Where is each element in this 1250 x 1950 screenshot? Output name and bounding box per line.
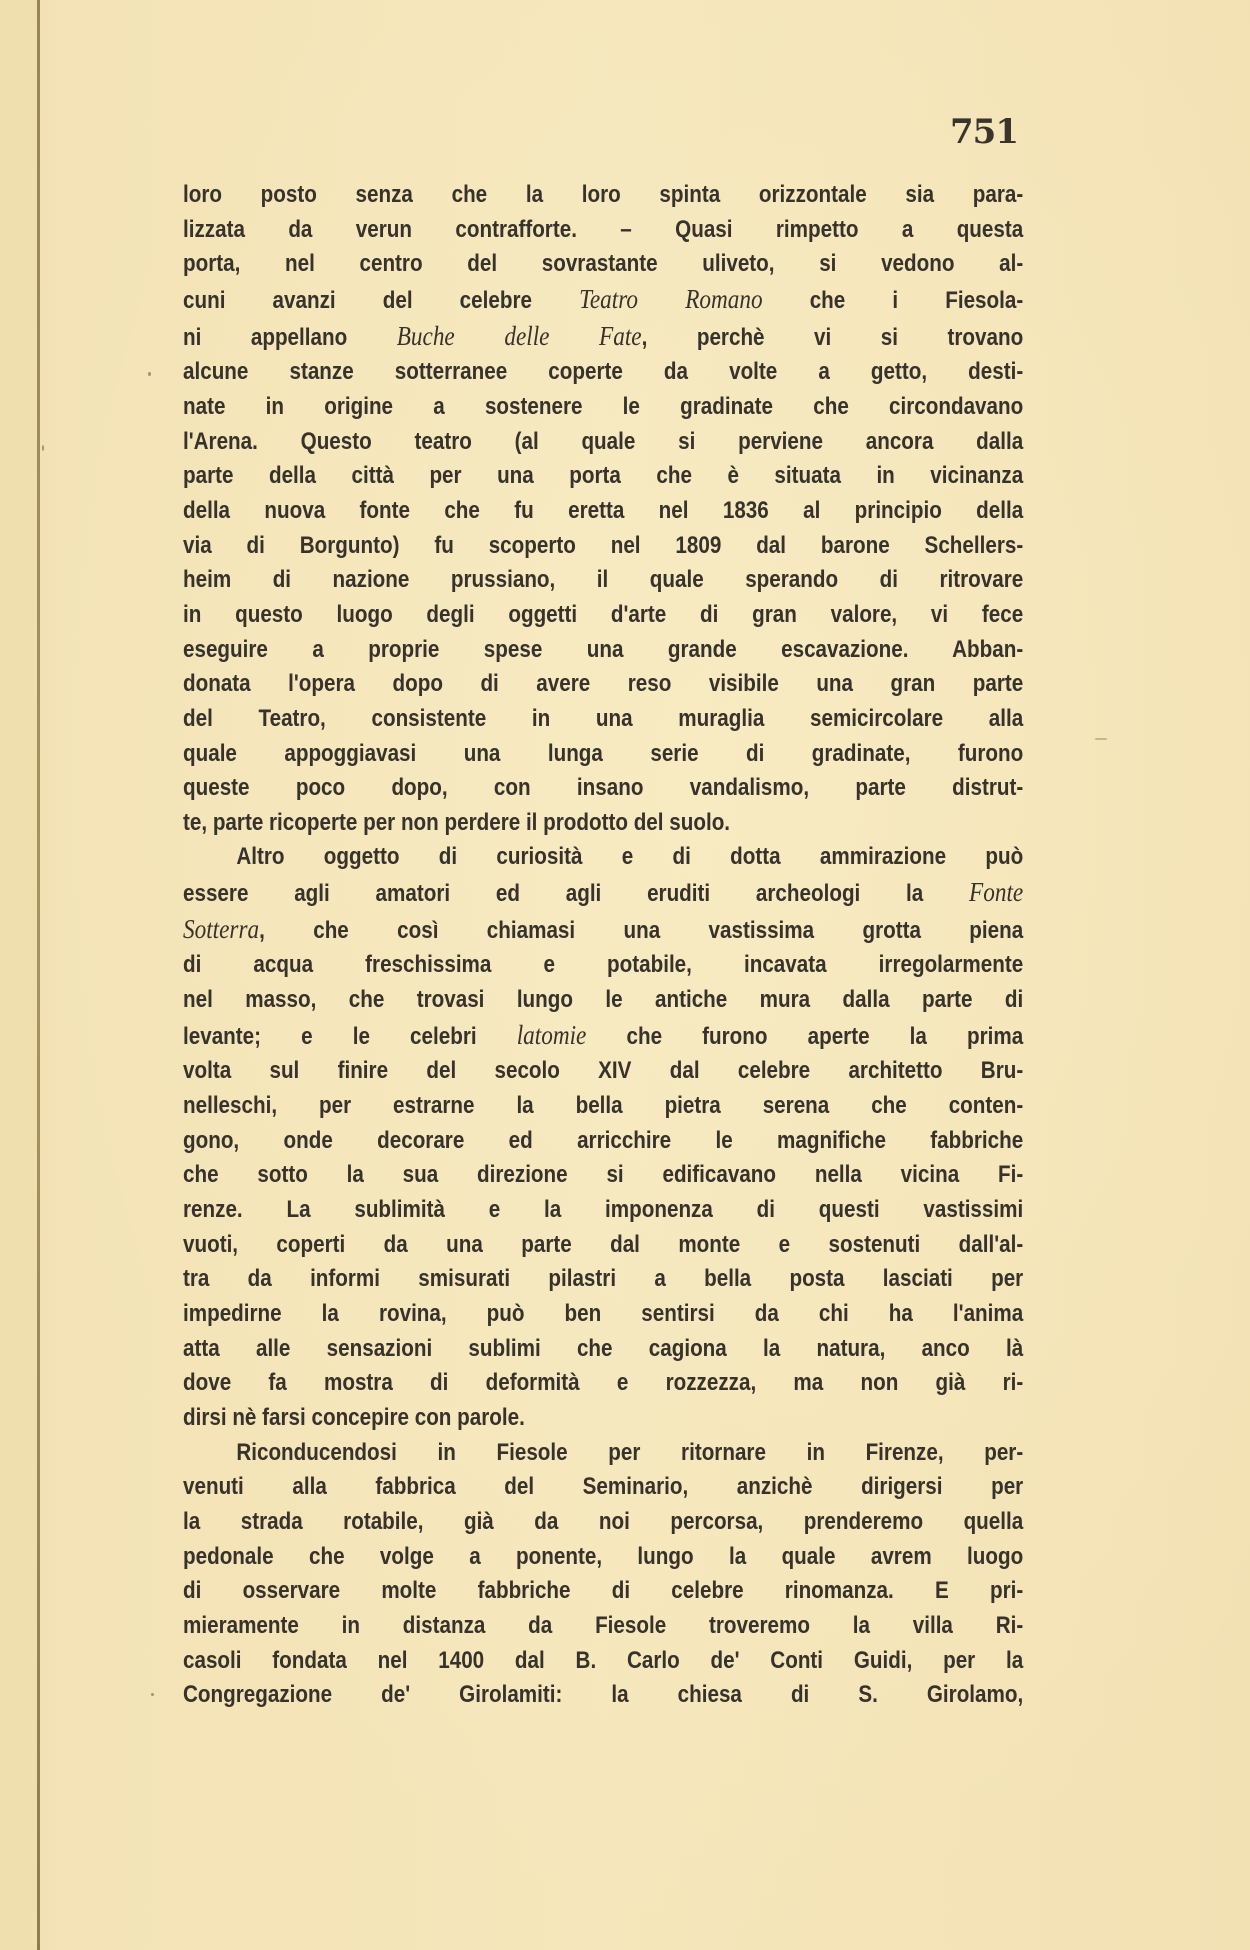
- text-line: della nuova fonte che fu eretta nel 1836 al principio della: [183, 496, 1024, 524]
- text-line: casoli fondata nel 1400 dal B. Carlo de' Conti Guidi, per la: [183, 1646, 1024, 1674]
- text-run: cuni avanzi del celebre: [183, 286, 580, 314]
- text-line: queste poco dopo, con insano vandalismo, parte distrut-: [183, 774, 1024, 802]
- text-run: , che così chiamasi una vastissima grotta piena: [259, 916, 1024, 944]
- binding-margin: [0, 0, 37, 1950]
- binding-crease: [37, 0, 40, 1950]
- text-line: di osservare molte fabbriche di celebre rinomanza. E pri-: [183, 1577, 1024, 1605]
- text-line: la strada rotabile, già da noi percorsa, prenderemo quella: [183, 1507, 1024, 1535]
- text-line: lizzata da verun contrafforte. – Quasi rimpetto a questa: [183, 215, 1024, 243]
- text-run: che furono aperte la prima: [586, 1022, 1024, 1050]
- text-line: in questo luogo degli oggetti d'arte di gran valore, vi fece: [183, 600, 1024, 628]
- text-line: heim di nazione prussiano, il quale sperando di ritrovare: [183, 566, 1024, 594]
- italic-term: latomie: [516, 1019, 587, 1050]
- text-line: renze. La sublimità e la imponenza di questi vastissimi: [183, 1196, 1024, 1224]
- italic-term: Sotterra: [183, 913, 260, 944]
- text-line: loro posto senza che la loro spinta orizzontale sia para-: [183, 181, 1024, 208]
- text-line: Congregazione de' Girolamiti: la chiesa di S. Girolamo,: [183, 1681, 1024, 1709]
- text-line: volta sul finire del secolo XIV dal celebre architetto Bru-: [183, 1057, 1024, 1085]
- text-line: nate in origine a sostenere le gradinate che circondavano: [183, 392, 1024, 420]
- text-run: che i Fiesola-: [762, 286, 1024, 314]
- text-line: di acqua freschissima e potabile, incavata irregolarmente: [183, 951, 1024, 979]
- italic-term: Fonte: [969, 877, 1024, 908]
- text-line: Altro oggetto di curiosità e di dotta ammirazione può: [236, 843, 1024, 871]
- paper-mark: [1095, 738, 1107, 740]
- paper-speck: [42, 445, 44, 451]
- text-line: del Teatro, consistente in una muraglia semicircolare alla: [183, 704, 1024, 732]
- text-line: nel masso, che trovasi lungo le antiche mura dalla parte di: [183, 986, 1024, 1014]
- text-line: porta, nel centro del sovrastante uliveto, si vedono al-: [183, 250, 1024, 278]
- text-line: quale appoggiavasi una lunga serie di gradinate, furono: [183, 739, 1024, 767]
- text-line: via di Borgunto) fu scoperto nel 1809 dal barone Schellers-: [183, 531, 1024, 559]
- text-run: ni appellano: [183, 323, 397, 351]
- text-run: , perchè vi si trovano: [641, 323, 1024, 351]
- italic-term: Buche delle Fate: [396, 320, 642, 351]
- text-line: alcune stanze sotterranee coperte da volte a getto, desti-: [183, 358, 1024, 386]
- text-line: [183, 319, 1023, 356]
- text-run: essere agli amatori ed agli eruditi archeologi la: [183, 880, 970, 908]
- text-line: l'Arena. Questo teatro (al quale si perviene ancora dalla: [183, 427, 1024, 455]
- text-line: nelleschi, per estrarne la bella pietra serena che conten-: [183, 1092, 1024, 1120]
- text-line: atta alle sensazioni sublimi che cagiona la natura, anco là: [183, 1334, 1024, 1362]
- text-line: te, parte ricoperte per non perdere il prodotto del suolo.: [183, 808, 731, 836]
- text-line: pedonale che volge a ponente, lungo la quale avrem luogo: [183, 1542, 1024, 1570]
- text-line: dirsi nè farsi concepire con parole.: [183, 1403, 525, 1431]
- paper-speck: [148, 372, 151, 376]
- text-line: [183, 875, 1023, 912]
- text-run: levante; e le celebri: [183, 1022, 517, 1050]
- page-number: 751: [950, 112, 1018, 152]
- text-line: dove fa mostra di deformità e rozzezza, ma non già ri-: [183, 1369, 1024, 1397]
- paper-speck: [151, 1693, 154, 1696]
- italic-term: Teatro Romano: [579, 283, 763, 314]
- text-line: che sotto la sua direzione si edificavano nella vicina Fi-: [183, 1161, 1024, 1189]
- text-line: impedirne la rovina, può ben sentirsi da chi ha l'anima: [183, 1300, 1024, 1327]
- text-line: [183, 1018, 1023, 1055]
- text-line: vuoti, coperti da una parte dal monte e sostenuti dall'al-: [183, 1230, 1024, 1258]
- text-line: eseguire a proprie spese una grande escavazione. Abban-: [183, 635, 1024, 663]
- text-line: Riconducendosi in Fiesole per ritornare in Firenze, per-: [236, 1438, 1024, 1466]
- text-line: parte della città per una porta che è situata in vicinanza: [183, 462, 1024, 490]
- text-line: [183, 282, 1023, 319]
- text-line: tra da informi smisurati pilastri a bella posta lasciati per: [183, 1265, 1024, 1293]
- text-line: venuti alla fabbrica del Seminario, anzichè dirigersi per: [183, 1473, 1024, 1501]
- text-line: donata l'opera dopo di avere reso visibile una gran parte: [183, 670, 1024, 698]
- text-line: mieramente in distanza da Fiesole troveremo la villa Ri-: [183, 1611, 1024, 1639]
- text-line: [183, 912, 1023, 949]
- text-line: gono, onde decorare ed arricchire le magnifiche fabbriche: [183, 1126, 1024, 1154]
- body-text: [183, 178, 1023, 1713]
